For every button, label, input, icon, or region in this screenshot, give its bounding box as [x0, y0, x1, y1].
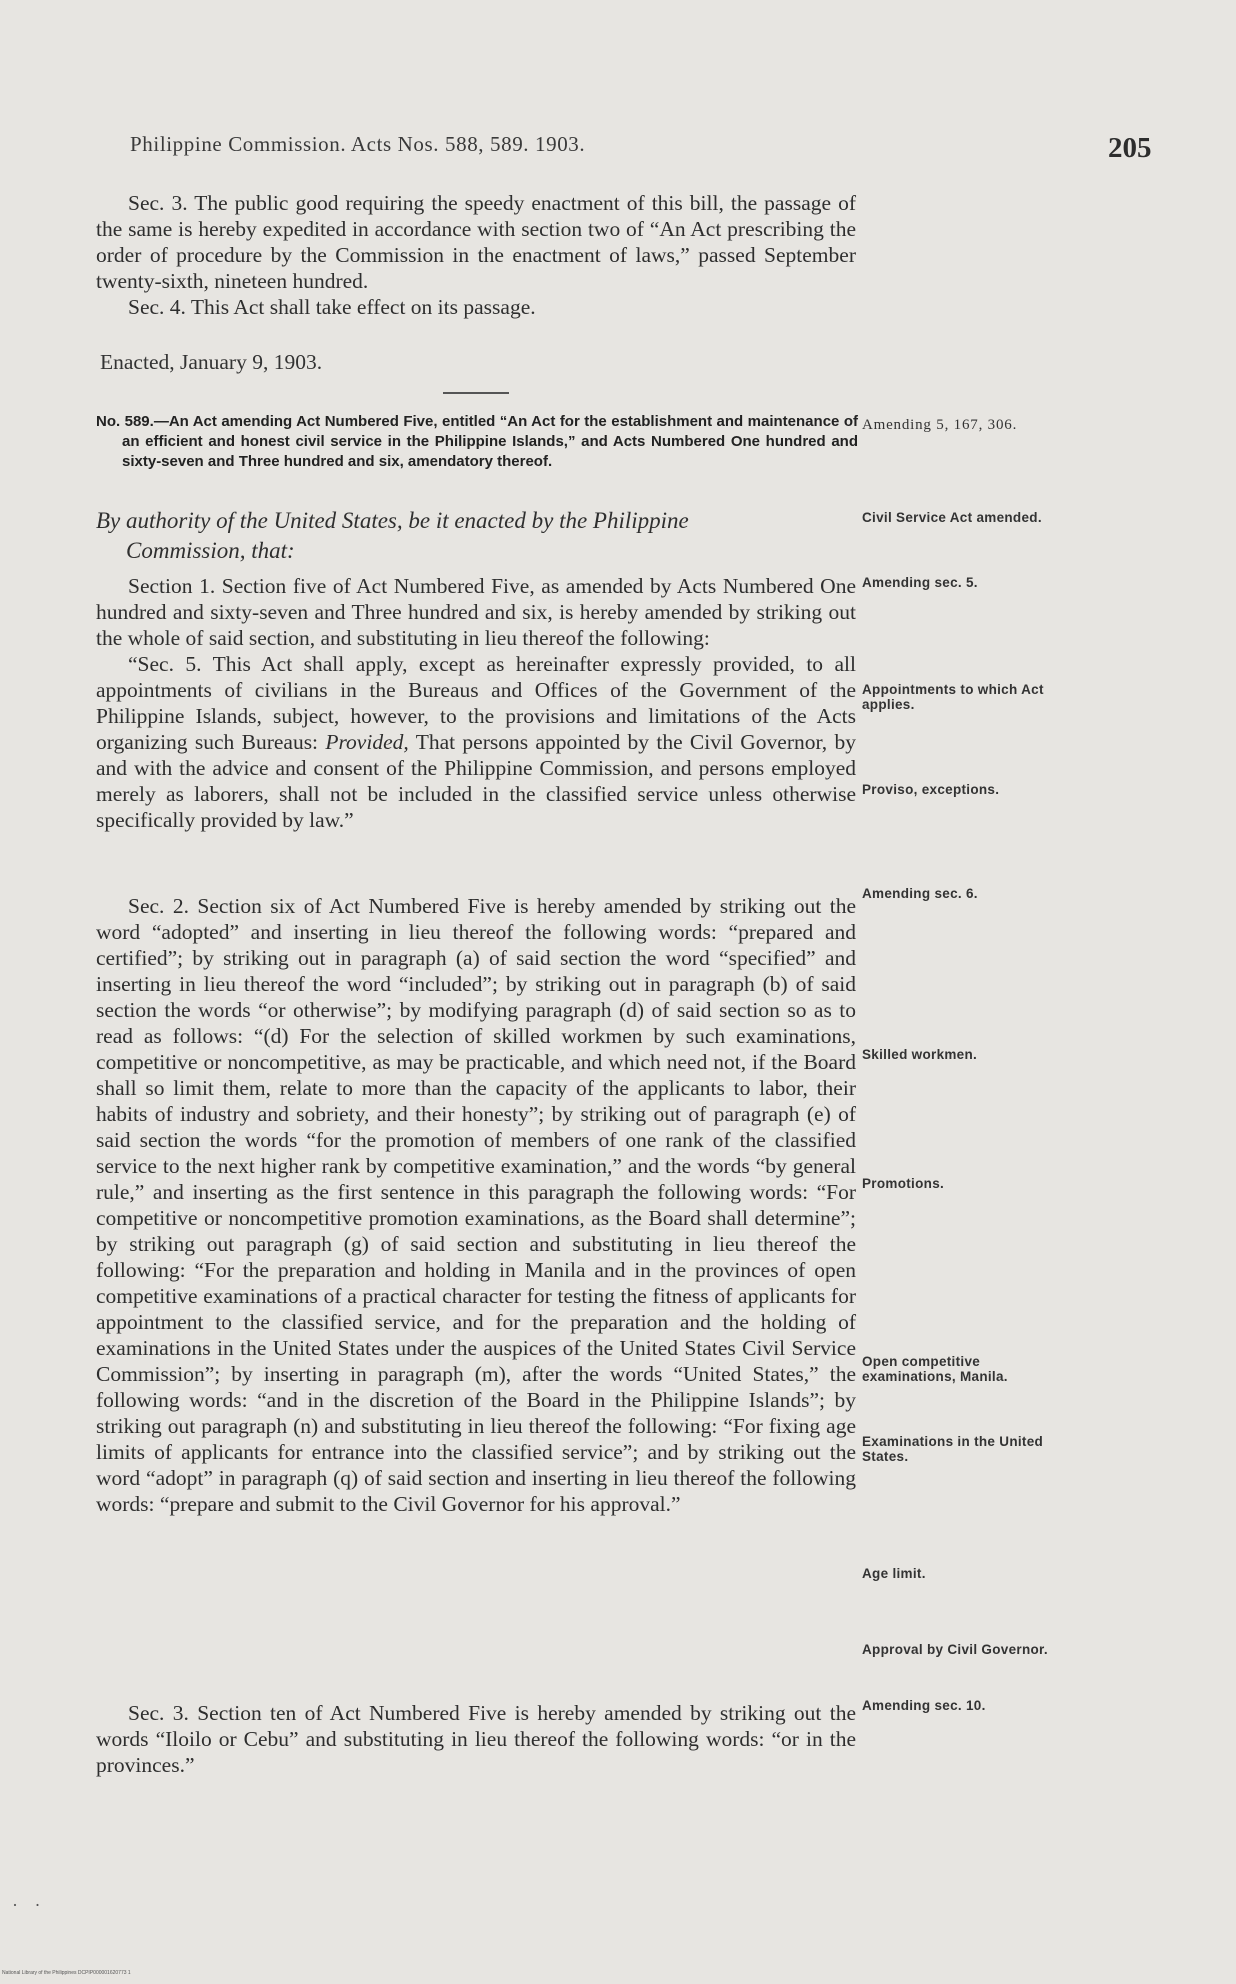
- act-589-section-1: [96, 573, 856, 833]
- proviso-text: That persons appointed by the Civil Governor, by and with the advice and consent of the Philippine Commission, and persons employed merely as laborers, shall not be included in the classified service unless otherwise specifically provided by law.”: [96, 730, 856, 832]
- scan-imprint: National Library of the Philippines DCPIP000001620773 1: [2, 1970, 131, 1976]
- enacting-clause-line1: By authority of the United States, be it enacted by the Philippine: [96, 508, 689, 533]
- act-588-text: [96, 190, 856, 320]
- margin-note-amending-sec-5: Amending sec. 5.: [862, 575, 978, 590]
- section-3-text: Sec. 3. Section ten of Act Numbered Five is hereby amended by striking out the words “Iloilo or Cebu” and substituting in lieu thereof the following words: “or in the provinces.”: [96, 1701, 856, 1777]
- page-number: 205: [1108, 132, 1152, 164]
- act-588-sec3: Sec. 3. The public good requiring the speedy enactment of this bill, the passage of the same is hereby expedited in accordance with section two of “An Act prescribing the order of procedure by the Commission in the enactment of laws,” passed September twenty-sixth, nineteen hundred.: [96, 191, 856, 293]
- section-1-text: Section 1. Section five of Act Numbered Five, as amended by Acts Numbered One hundred and sixty-seven and Three hundred and six, is hereby amended by striking out the whole of said section, and substituting in lieu thereof the following:: [96, 574, 856, 650]
- act-588-sec4: Sec. 4. This Act shall take effect on its passage.: [128, 295, 536, 319]
- act-589-title-text: No. 589.—An Act amending Act Numbered Five, entitled “An Act for the establishment and maintenance of an efficient and honest civil service in the Philippine Islands,” and Acts Numbered One hundred and sixty-seven and Three hundred and six, amendatory thereof.: [96, 413, 858, 470]
- section-divider: [443, 392, 509, 394]
- margin-note-approval: Approval by Civil Governor.: [862, 1642, 1048, 1657]
- enacting-clause: [96, 506, 856, 566]
- margin-note-skilled-workmen: Skilled workmen.: [862, 1047, 978, 1062]
- margin-note-civil-service-act: Civil Service Act amended.: [862, 510, 1042, 525]
- enacted-date: Enacted, January 9, 1903.: [100, 350, 323, 374]
- margin-note-amending-sec-6: Amending sec. 6.: [862, 886, 978, 901]
- section-2-text: Sec. 2. Section six of Act Numbered Five is hereby amended by striking out the word “adopted” and inserting in lieu thereof the following words: “prepared and certified”; by striking out in paragraph (a) of said section the word “specified” and inserting in lieu thereof the word “included”; by striking out in paragraph (b) of said section the words “or otherwise”; by modifying paragraph (d) of said section so as to read as follows: “(d) For the selection of skilled workmen by such examinations, competitive or noncompetitive, as may be practicable, and which need not, if the Board shall so limit them, relate to more than the capacity of the applicants to labor, their habits of industry and sobriety, and their honesty”; by striking out of paragraph (e) of said section the words “for the promotion of members of one rank of the classified service to the next higher rank by competitive examination,” and the words “by general rule,” and inserting as the first sentence in this paragraph the following words: “For competitive or noncompetitive promotion examinations, as the Board shall determine”; by striking out paragraph (g) of said section and substituting in lieu thereof the following: “For the preparation and holding in Manila and in the provinces of open competitive examinations of a practical character for testing the fitness of applicants for appointment to the classified service, and for the preparation and the holding of examinations in the United States under the auspices of the United States Civil Service Commission”; by inserting in paragraph (m), after the words “United States,” the following words: “and in the discretion of the Board in the Philippine Islands”; by striking out paragraph (n) and substituting in lieu thereof the following: “For fixing age limits of applicants for entrance into the classified service”; and by striking out the word “adopt” in paragraph (q) of said section and inserting in lieu thereof the following words: “prepare and submit to the Civil Governor for his approval.”: [96, 894, 856, 1516]
- proviso-word: Provided,: [325, 730, 409, 754]
- sec-5-quote: [96, 651, 856, 833]
- act-589-section-3: [96, 1700, 856, 1778]
- margin-note-open-competitive: Open competitive examinations, Manila.: [862, 1354, 1008, 1384]
- margin-note-appointments: Appointments to which Act applies.: [862, 682, 1044, 712]
- act-589-title: [96, 412, 858, 472]
- margin-note-amending-5-167-306: Amending 5, 167, 306.: [862, 417, 1018, 433]
- margin-note-proviso: Proviso, exceptions.: [862, 782, 1000, 797]
- sec-5-quote-text: “Sec. 5. This Act shall apply, except as hereinafter expressly provided, to all appointments of civilians in the Bureaus and Offices of the Government of the Philippine Islands, subject, however, to the provisions and limitations of the Acts organizing such Bureaus:: [96, 652, 856, 754]
- act-589-section-2: [96, 893, 856, 1517]
- margin-note-promotions: Promotions.: [862, 1176, 945, 1191]
- margin-note-age-limit: Age limit.: [862, 1566, 926, 1581]
- enacting-clause-line2: Commission, that:: [126, 538, 295, 563]
- running-head: Philippine Commission. Acts Nos. 588, 589. 1903.: [130, 132, 586, 156]
- margin-note-examinations-us: Examinations in the United States.: [862, 1434, 1044, 1464]
- scan-specks: · ·: [12, 1895, 47, 1915]
- margin-note-amending-sec-10: Amending sec. 10.: [862, 1698, 986, 1713]
